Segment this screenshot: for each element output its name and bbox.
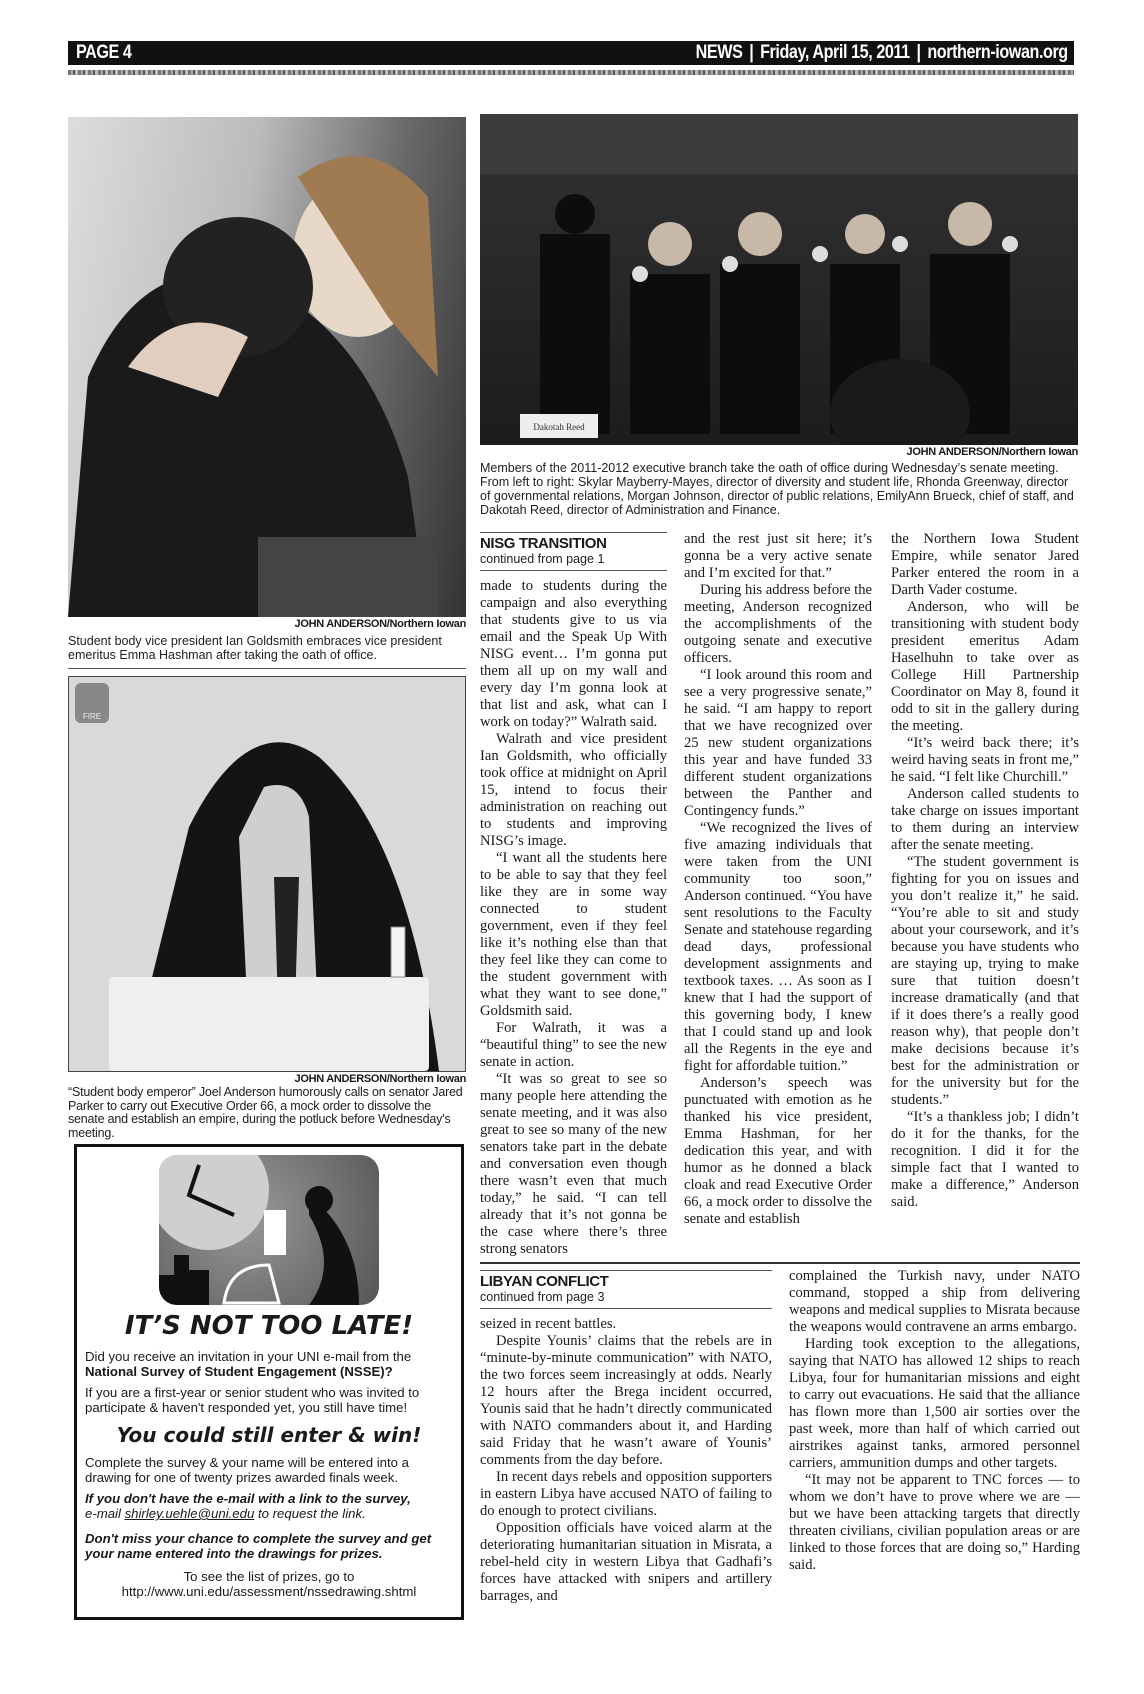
- paragraph: Anderson, who will be transitioning with student body president emeritus Adam Haselhuhn to take over as College Hill Partnership Coordinator on May 8, found it odd to sit in the gallery during the meeting.: [891, 599, 1079, 734]
- paragraph: seized in recent battles.: [480, 1316, 617, 1332]
- paragraph: the Northern Iowa Student Empire, while senator Jared Parker entered the room in a Darth Vader costume.: [891, 531, 1079, 598]
- paragraph: If you don't have the e-mail with a link to the survey,: [85, 1491, 411, 1506]
- section-label: NEWS: [695, 42, 743, 63]
- divider: [68, 668, 466, 669]
- story-headline: LIBYAN CONFLICT: [480, 1273, 609, 1290]
- page-number: PAGE 4: [76, 42, 132, 63]
- paragraph: complained the Turkish navy, under NATO command, stopped a ship from delivering weapons and medical supplies to Misrata because the weapons would contravene an arms embargo.: [789, 1268, 1080, 1335]
- paragraph: Despite Younis’ claims that the rebels are in “minute-by-minute communication” with NATO, the two forces seem increasingly at odds. Nearly 12 hours after the Brega incident occurred, Younis said that he hadn’t directly communicated with NATO commanders about it, and Harding said Friday that he wasn’t aware of Younis’ comments from the day before.: [480, 1333, 772, 1468]
- nsse-ad: [74, 1144, 464, 1620]
- ad-dont-miss: Don't miss your chance to complete the survey and get your name entered into the drawings for prizes.: [85, 1531, 432, 1561]
- paragraph: and the rest just sit here; it’s gonna be a very active senate and I’m excited for that.”: [684, 531, 872, 581]
- story-divider: [480, 1262, 1080, 1264]
- nameplate-text: Dakotah Reed: [533, 422, 585, 432]
- emperor-illustration: [69, 677, 465, 1071]
- header-divider: [68, 70, 1074, 75]
- paragraph: e-mail: [85, 1506, 121, 1521]
- nisg-headline-box: [480, 532, 667, 571]
- paragraph: “It was so great to see so many people here attending the senate meeting, and it was also great to see so many of the new senators take part in the debate and conversation even though there wasn’t even that much today,” he said. “I can tell already that it’s not gonna be the case where there’s three strong senators: [480, 1071, 667, 1257]
- libya-headline-box: [480, 1270, 772, 1309]
- paragraph: In recent days rebels and opposition supporters in eastern Libya have accused NATO of failing to do enough to protect civilians.: [480, 1469, 772, 1519]
- paragraph: to request the link.: [257, 1506, 366, 1521]
- photo-credit: JOHN ANDERSON/Northern Iowan: [294, 1073, 466, 1085]
- continued-from: continued from page 3: [480, 1290, 605, 1304]
- paragraph: For Walrath, it was a “beautiful thing” to see the new senate in action.: [480, 1020, 667, 1070]
- paragraph: “It’s weird back there; it’s weird having seats in front me,” he said. “I felt like Churchill.”: [891, 735, 1079, 785]
- prizes-url[interactable]: http://www.uni.edu/assessment/nssedrawing.shtml: [121, 1584, 417, 1599]
- paragraph: made to students during the campaign and also everything that students give to us via email and the Speak Up With NISG event… I’m gonna put them all up on my wall and every day I’m gonna look at that list and ask, what can I work on today?” Walrath said.: [480, 578, 667, 730]
- paragraph: Harding took exception to the allegations, saying that NATO has allowed 12 ships to reach Libya, four for humanitarian missions and eight to carry out evacuations. He said that the alliance has flown more than 1,500 air sorties over the past week, more than half of which carried out airstrikes against tanks, armored personnel carriers, ammunition dumps and other targets.: [789, 1336, 1080, 1471]
- photo-caption: “Student body emperor” Joel Anderson humorously calls on senator Jared Parker to carry out Executive Order 66, a mock order to dissolve the senate and establish an empire, during the potluck before Wednesday’s meeting.: [68, 1085, 463, 1140]
- photo-credit: JOHN ANDERSON/Northern Iowan: [294, 618, 466, 630]
- paragraph: |: [916, 42, 921, 63]
- photo-credit: JOHN ANDERSON/Northern Iowan: [906, 446, 1078, 458]
- ad-complete: Complete the survey & your name will be entered into a drawing for one of twenty prizes awarded finals week.: [85, 1455, 409, 1485]
- page-header-bar: [68, 41, 1074, 65]
- site-url[interactable]: northern-iowan.org: [927, 42, 1068, 63]
- ad-clipart: [159, 1155, 379, 1305]
- ad-eligibility: If you are a first-year or senior student who was invited to participate & haven't responded yet, you still have time!: [85, 1385, 420, 1415]
- fire-sign-text: FIRE: [82, 712, 102, 721]
- paragraph: Anderson called students to take charge on issues important to them during an interview after the senate meeting.: [891, 786, 1079, 853]
- paragraph: During his address before the meeting, Anderson recognized the accomplishments of the outgoing senate and executive officers.: [684, 582, 872, 666]
- paragraph: “I want all the students here to be able to say that they feel like they are in some way connected to student government, even if they feel like it’s nothing else than that they feel like they can come to the student government with what they want to see done,” Goldsmith said.: [480, 850, 667, 1019]
- ad-headline: IT’S NOT TOO LATE!: [124, 1311, 414, 1341]
- paragraph: “It may not be apparent to TNC forces — to whom we don’t have to prove where we are — but we have been attacking targets that directly threaten civilians, civilian population areas or are linked to those forces that are doing so,” Harding said.: [789, 1472, 1080, 1573]
- libya-column-2: [789, 1268, 1080, 1574]
- ad-no-email: [77, 1491, 461, 1521]
- paragraph: “I look around this room and see a very progressive senate,” he said. “I am happy to report that we have recognized over 25 new student organizations this year and have funded 33 different student organizations between the Panther and Contingency funds.”: [684, 667, 872, 819]
- paragraph: |: [749, 42, 754, 63]
- paragraph: Opposition officials have voiced alarm at the deteriorating humanitarian situation in Misrata, a rebel-held city in western Libya that Gadhafi’s forces have attacked with snipers and artillery barrages, and: [480, 1520, 772, 1604]
- paragraph: Anderson’s speech was punctuated with emotion as he thanked his vice president, Emma Hashman, for her dedication this year, and with humor as he donned a black cloak and read Executive Order 66, a mock order to dissolve the senate and establish: [684, 1075, 872, 1227]
- nisg-column-1: [480, 578, 667, 1258]
- libya-column-1: [480, 1316, 772, 1605]
- paragraph: “We recognized the lives of five amazing individuals that were taken from the UNI community too soon,” Anderson continued. “You have sent resolutions to the Faculty Senate and statehouse regarding dead days, professional development assignments and textbook taxes. … As soon as I knew that I had the support of this governing body, I knew that I could stand up and look all the Regents in the eye and fight for affordable tuition.”: [684, 820, 872, 1074]
- photo-hug: [68, 117, 466, 617]
- email-link[interactable]: shirley.uehle@uni.edu: [124, 1506, 255, 1521]
- continued-from: continued from page 1: [480, 552, 605, 566]
- ad-prizes: [77, 1569, 461, 1599]
- hug-illustration: [68, 117, 466, 617]
- nisg-column-2: [684, 531, 872, 1228]
- header-info: [696, 41, 1068, 65]
- photo-caption: Members of the 2011-2012 executive branch take the oath of office during Wednesday’s senate meeting. From left to right: Skylar Mayberry-Mayes, director of diversity and student life, Rhonda Greenway, director of governmental relations, Morgan Johnson, director of public relations, EmilyAnn Brueck, chief of staff, and Dakotah Reed, director of Administration and Finance.: [480, 461, 1074, 517]
- photo-emperor: [68, 676, 466, 1072]
- issue-date: Friday, April 15, 2011: [760, 42, 910, 63]
- paragraph: “The student government is fighting for you on issues and you don’t realize it,” he said. “You’re able to sit and study about your coursework, and it’s because you have students who are staying up, trying to make sure that tuition doesn’t increase dramatically (and that if it does there’s a really good reason why), that people don’t make decisions because it’s best for the administration or for the university but for the students.”: [891, 854, 1079, 1108]
- photo-oath: [480, 114, 1078, 445]
- nisg-column-3: [891, 531, 1079, 1211]
- ad-invite: [77, 1349, 461, 1379]
- photo-caption: Student body vice president Ian Goldsmith embraces vice president emeritus Emma Hashman after taking the oath of office.: [68, 634, 442, 662]
- paragraph: Did you receive an invitation in your UNI e-mail from the: [85, 1349, 412, 1364]
- paragraph: “It’s a thankless job; I didn’t do it for the thanks, for the recognition. I did it for the simple fact that I wanted to make a difference,” Anderson said.: [891, 1109, 1079, 1210]
- paragraph: To see the list of prizes, go to: [183, 1569, 355, 1584]
- survey-name: National Survey of Student Engagement (NSSE)?: [85, 1364, 393, 1379]
- story-headline: NISG TRANSITION: [480, 535, 607, 552]
- ad-win: You could still enter & win!: [116, 1423, 422, 1447]
- oath-illustration: [480, 114, 1078, 445]
- paragraph: Walrath and vice president Ian Goldsmith, who officially took office at midnight on April 15, intend to focus their administration on reaching out to students and improving NISG’s image.: [480, 731, 667, 849]
